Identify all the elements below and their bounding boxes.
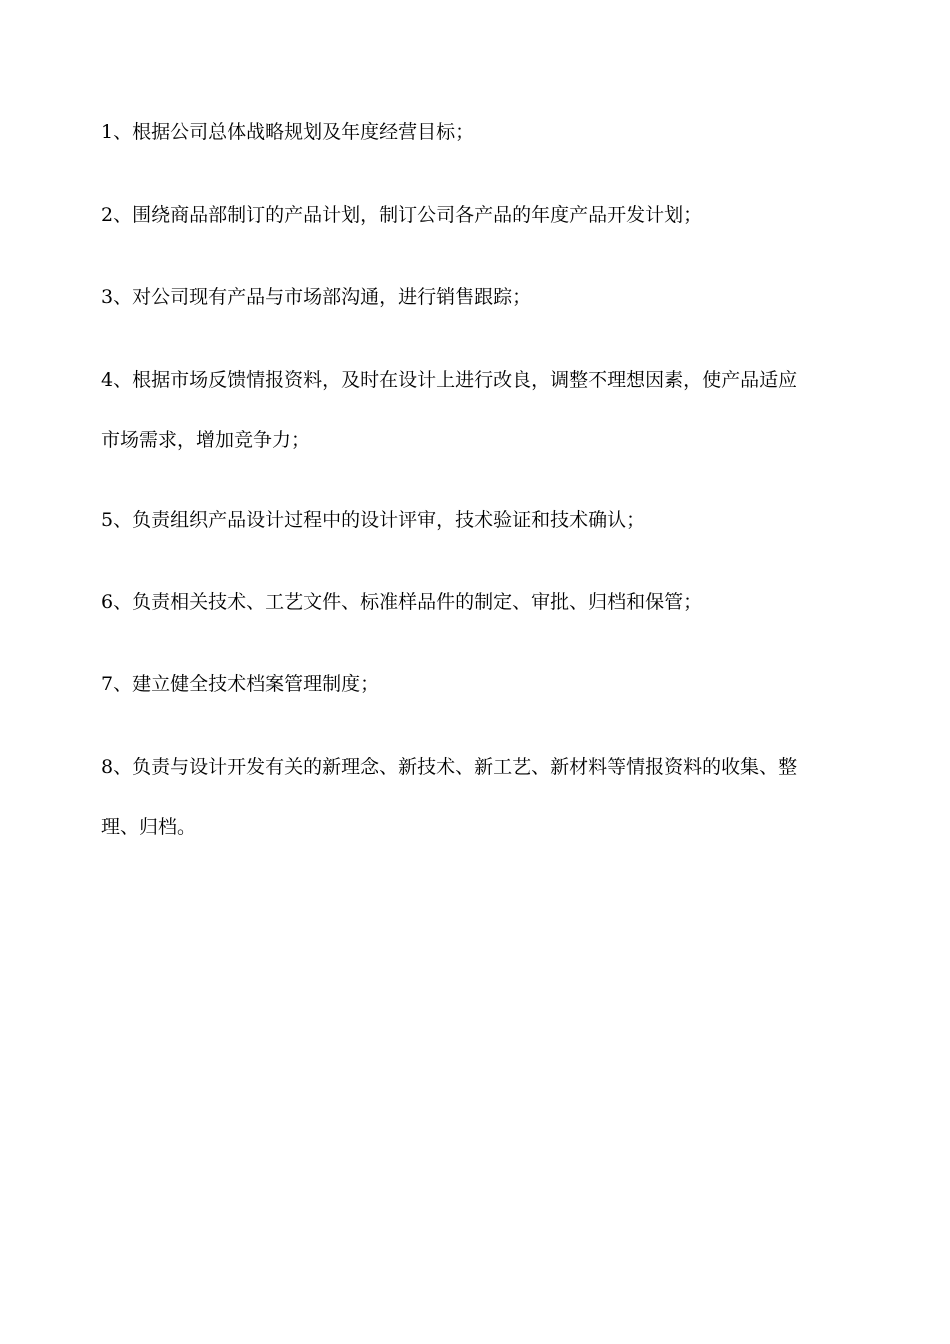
list-item-4-line-2: 市场需求，增加竞争力； <box>101 429 311 451</box>
list-item-8-line-2: 理、归档。 <box>101 816 197 838</box>
list-item-2: 2、围绕商品部制订的产品计划，制订公司各产品的年度产品开发计划； <box>101 204 703 226</box>
list-item-3: 3、对公司现有产品与市场部沟通，进行销售跟踪； <box>101 286 532 308</box>
list-item-7: 7、建立健全技术档案管理制度； <box>101 673 380 695</box>
list-item-8-line-1: 8、负责与设计开发有关的新理念、新技术、新工艺、新材料等情报资料的收集、整 <box>101 756 798 778</box>
list-item-6: 6、负责相关技术、工艺文件、标准样品件的制定、审批、归档和保管； <box>101 591 703 613</box>
list-item-1: 1、根据公司总体战略规划及年度经营目标； <box>101 121 475 143</box>
list-item-4-line-1: 4、根据市场反馈情报资料，及时在设计上进行改良，调整不理想因素，使产品适应 <box>101 369 798 391</box>
list-item-5: 5、负责组织产品设计过程中的设计评审，技术验证和技术确认； <box>101 509 646 531</box>
